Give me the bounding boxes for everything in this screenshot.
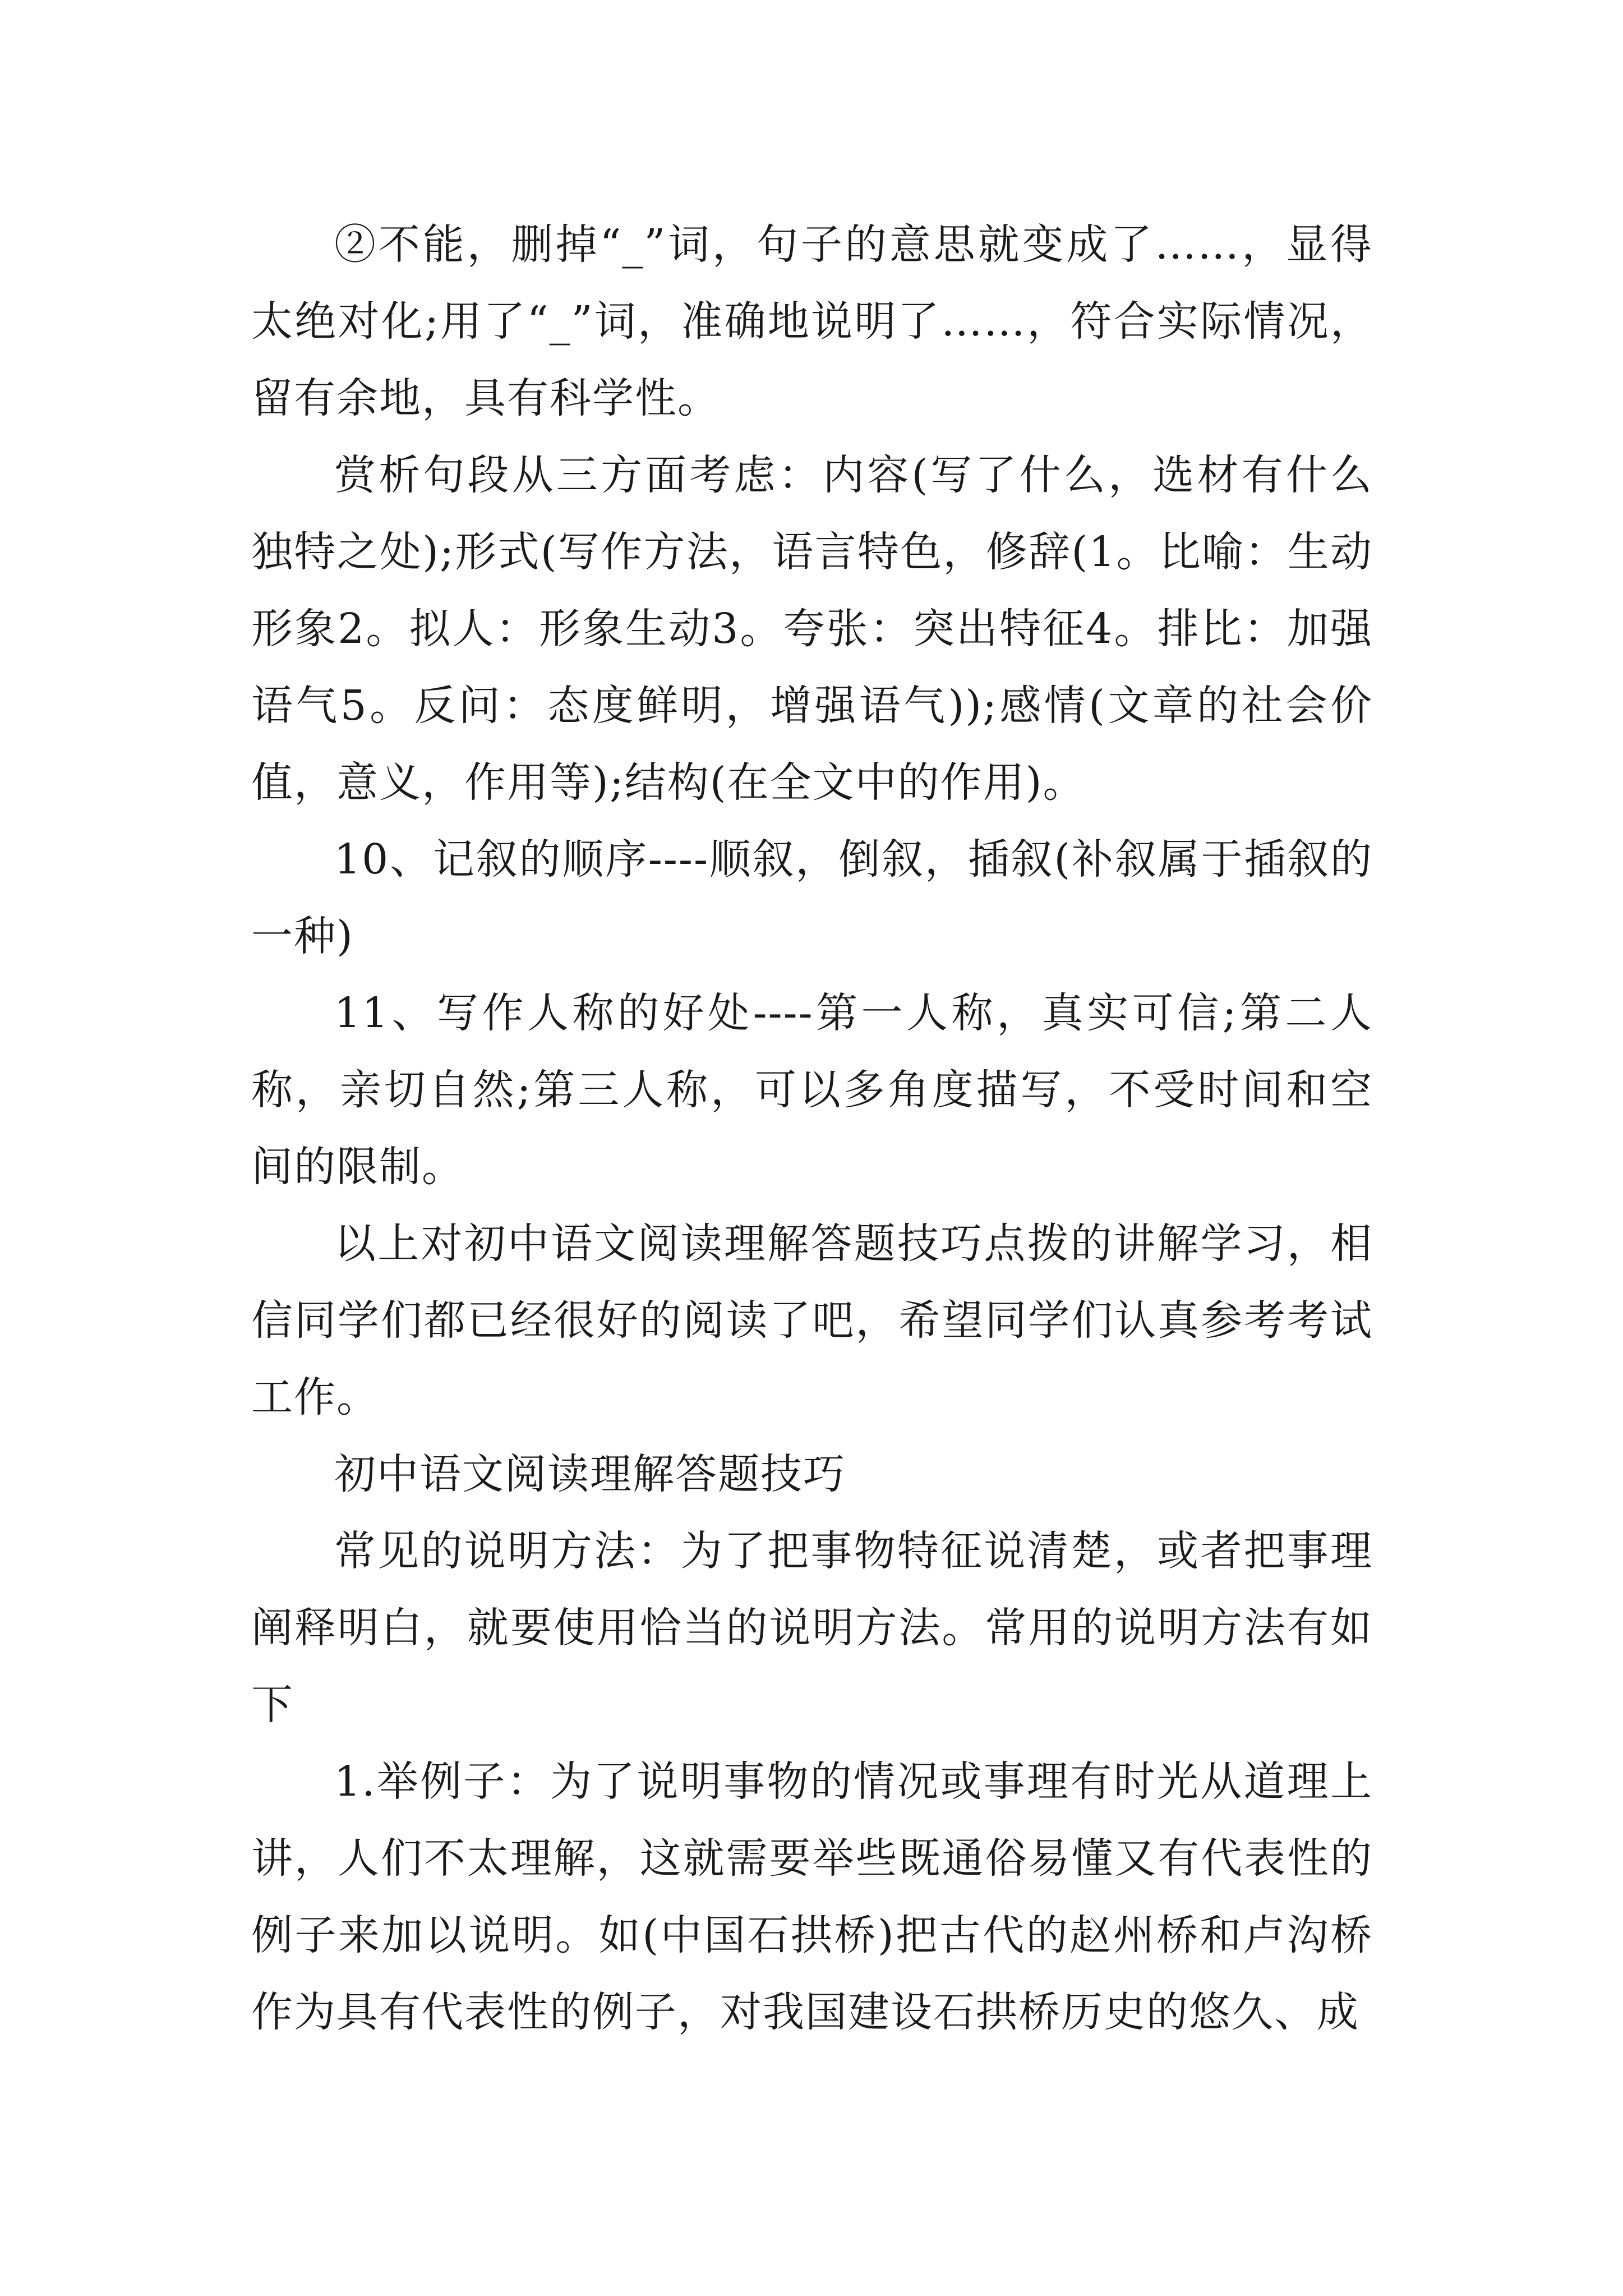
paragraph-explanation-methods: 常见的说明方法：为了把事物特征说清楚，或者把事理阐释明白，就要使用恰当的说明方法。常用的说明方法有如下 bbox=[251, 1527, 1373, 1729]
paragraph-narrative-person: 11、写作人称的好处----第一人称，真实可信;第二人称，亲切自然;第三人称，可以多角度描写，不受时间和空间的限制。 bbox=[251, 989, 1373, 1191]
paragraph-narrative-order: 10、记叙的顺序----顺叙，倒叙，插叙(补叙属于插叙的一种) bbox=[251, 835, 1373, 960]
paragraph-summary: 以上对初中语文阅读理解答题技巧点拨的讲解学习，相信同学们都已经很好的阅读了吧，希望同学们认真参考考试工作。 bbox=[251, 1220, 1373, 1421]
document-body bbox=[251, 206, 1373, 2051]
paragraph-giving-examples: 1.举例子：为了说明事物的情况或事理有时光从道理上讲，人们不太理解，这就需要举些既通俗易懂又有代表性的例子来加以说明。如(中国石拱桥)把古代的赵州桥和卢沟桥作为具有代表性的例子，对我国建设石拱桥历史的悠久、成 bbox=[251, 1757, 1373, 2036]
paragraph-word-deletion-analysis: ②不能，删掉“_”词，句子的意思就变成了……，显得太绝对化;用了“_”词，准确地说明了……，符合实际情况，留有余地，具有科学性。 bbox=[251, 220, 1373, 422]
section-heading: 初中语文阅读理解答题技巧 bbox=[334, 1450, 846, 1498]
paragraph-sentence-appreciation: 赏析句段从三方面考虑：内容(写了什么，选材有什么独特之处);形式(写作方法，语言特色，修辞(1。比喻：生动形象2。拟人：形象生动3。夸张：突出特征4。排比：加强语气5。反问：态度鲜明，增强语气));感情(文章的社会价值，意义，作用等);结构(在全文中的作用)。 bbox=[251, 451, 1373, 807]
